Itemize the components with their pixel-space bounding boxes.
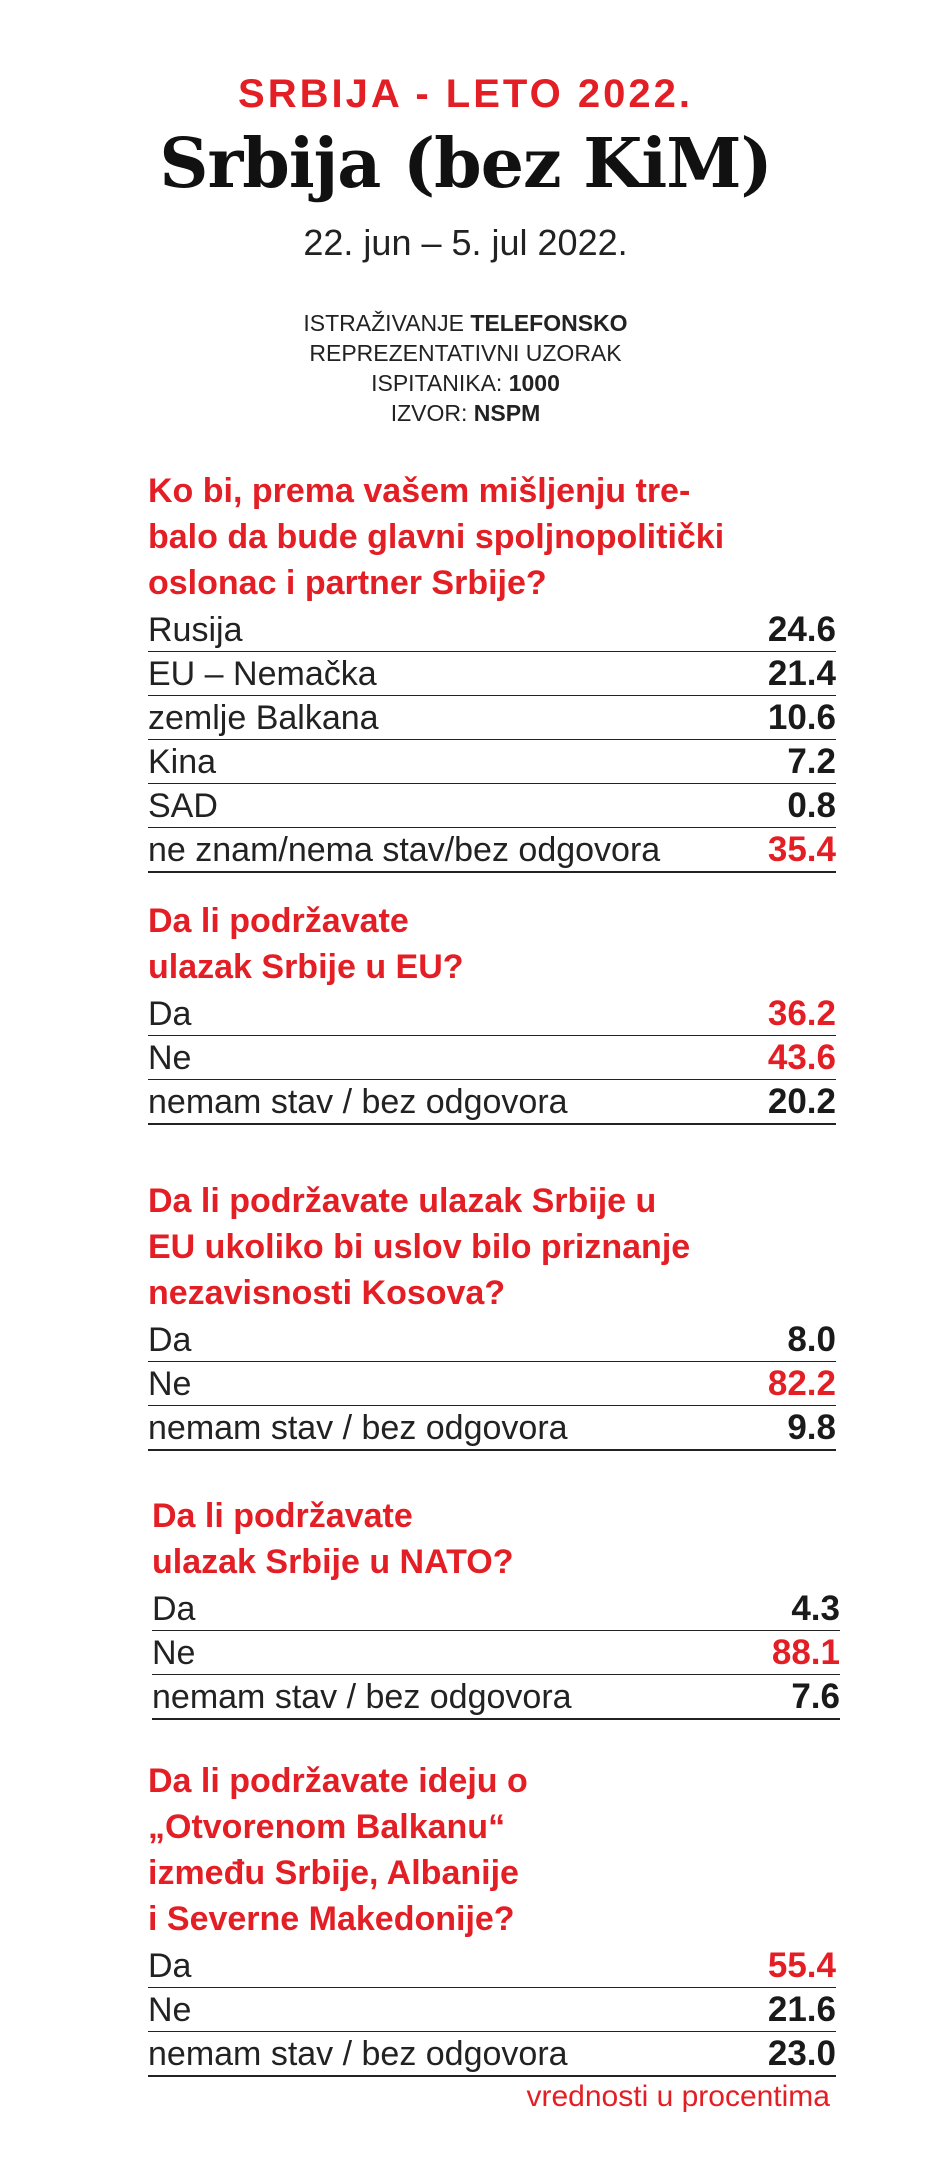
meta-label: ISTRAŽIVANJE xyxy=(303,310,471,336)
table-row xyxy=(148,2032,836,2077)
question-text xyxy=(148,1178,836,1316)
meta-line xyxy=(0,398,931,428)
meta-value: NSPM xyxy=(473,400,541,426)
meta-value: TELEFONSKO xyxy=(470,310,628,336)
row-value: 7.6 xyxy=(791,1677,840,1716)
row-label: Ne xyxy=(148,1039,192,1077)
question-line: Ko bi, prema vašem mišljenju tre- xyxy=(148,472,691,510)
row-label: EU – Nemačka xyxy=(148,655,377,693)
question-line: oslonac i partner Srbije? xyxy=(148,564,547,602)
row-label: nemam stav / bez odgovora xyxy=(148,1083,568,1121)
row-label: nemam stav / bez odgovora xyxy=(148,1409,568,1447)
row-label: Ne xyxy=(152,1634,196,1672)
table-row xyxy=(152,1675,840,1720)
table-row xyxy=(148,784,836,828)
question-line: Da li podržavate xyxy=(152,1497,413,1535)
row-value: 0.8 xyxy=(787,786,836,825)
table-row xyxy=(148,740,836,784)
row-label: Da xyxy=(148,1321,192,1359)
meta-line xyxy=(0,338,931,368)
table-row xyxy=(148,696,836,740)
row-value: 20.2 xyxy=(767,1082,836,1121)
question-line: Da li podržavate ideju o xyxy=(148,1762,528,1800)
row-value: 7.2 xyxy=(787,742,836,781)
table-row xyxy=(148,1406,836,1451)
table-row xyxy=(148,1036,836,1080)
table-row xyxy=(148,828,836,873)
question-line: nezavisnosti Kosova? xyxy=(148,1274,506,1312)
row-value: 55.4 xyxy=(767,1946,836,1985)
row-label: nemam stav / bez odgovora xyxy=(148,2035,568,2073)
row-label: Da xyxy=(152,1590,196,1628)
question-line: ulazak Srbije u EU? xyxy=(148,948,464,986)
row-label: Da xyxy=(148,1947,192,1985)
question-line: Da li podržavate xyxy=(148,902,409,940)
row-value: 35.4 xyxy=(767,830,836,869)
question-text xyxy=(148,898,836,990)
page-title: Srbija (bez KiM) xyxy=(159,124,772,204)
table-row xyxy=(148,1944,836,1988)
question-line: i Severne Makedonije? xyxy=(148,1900,515,1938)
survey-meta xyxy=(0,308,931,428)
row-label: zemlje Balkana xyxy=(148,699,379,737)
row-label: Kina xyxy=(148,743,217,781)
row-label: nemam stav / bez odgovora xyxy=(152,1678,572,1716)
meta-label: ISPITANIKA: xyxy=(371,370,509,396)
table-row xyxy=(148,652,836,696)
question-block xyxy=(148,898,836,1125)
question-block xyxy=(152,1493,840,1720)
table-row xyxy=(152,1631,840,1675)
row-value: 24.6 xyxy=(767,610,836,649)
question-block xyxy=(148,468,836,873)
table-row xyxy=(148,1080,836,1125)
question-line: balo da bude glavni spoljnopolitički xyxy=(148,518,725,556)
table-row xyxy=(148,1318,836,1362)
question-line: između Srbije, Albanije xyxy=(148,1854,519,1892)
row-value: 4.3 xyxy=(791,1589,840,1628)
question-line: EU ukoliko bi uslov bilo priznanje xyxy=(148,1228,691,1266)
unit-note: vrednosti u procentima xyxy=(526,2080,830,2113)
row-value: 21.6 xyxy=(767,1990,836,2029)
table-row xyxy=(148,608,836,652)
row-label: Rusija xyxy=(148,611,243,649)
question-line: ulazak Srbije u NATO? xyxy=(152,1543,514,1581)
question-block xyxy=(148,1758,836,2077)
question-text xyxy=(152,1493,840,1585)
row-value: 23.0 xyxy=(767,2034,836,2073)
kicker: SRBIJA - LETO 2022. xyxy=(238,72,693,116)
question-line: Da li podržavate ulazak Srbije u xyxy=(148,1182,657,1220)
question-text xyxy=(148,1758,836,1942)
meta-value: 1000 xyxy=(508,370,560,396)
meta-label: IZVOR: xyxy=(390,400,474,426)
row-value: 9.8 xyxy=(787,1408,836,1447)
question-block xyxy=(148,1178,836,1451)
table-row xyxy=(148,1362,836,1406)
row-value: 88.1 xyxy=(771,1633,840,1672)
row-value: 8.0 xyxy=(787,1320,836,1359)
row-value: 21.4 xyxy=(767,654,836,693)
row-label: Da xyxy=(148,995,192,1033)
survey-dates: 22. jun – 5. jul 2022. xyxy=(303,222,628,263)
row-value: 43.6 xyxy=(767,1038,836,1077)
row-label: SAD xyxy=(148,787,218,825)
meta-line xyxy=(0,308,931,338)
row-label: ne znam/nema stav/bez odgovora xyxy=(148,831,661,869)
table-row xyxy=(148,1988,836,2032)
row-value: 10.6 xyxy=(767,698,836,737)
question-line: „Otvorenom Balkanu“ xyxy=(148,1808,506,1846)
row-label: Ne xyxy=(148,1991,192,2029)
row-label: Ne xyxy=(148,1365,192,1403)
table-row xyxy=(148,992,836,1036)
row-value: 82.2 xyxy=(767,1364,836,1403)
meta-label: REPREZENTATIVNI UZORAK xyxy=(309,340,622,366)
meta-line xyxy=(0,368,931,398)
table-row xyxy=(152,1587,840,1631)
row-value: 36.2 xyxy=(767,994,836,1033)
question-text xyxy=(148,468,836,606)
